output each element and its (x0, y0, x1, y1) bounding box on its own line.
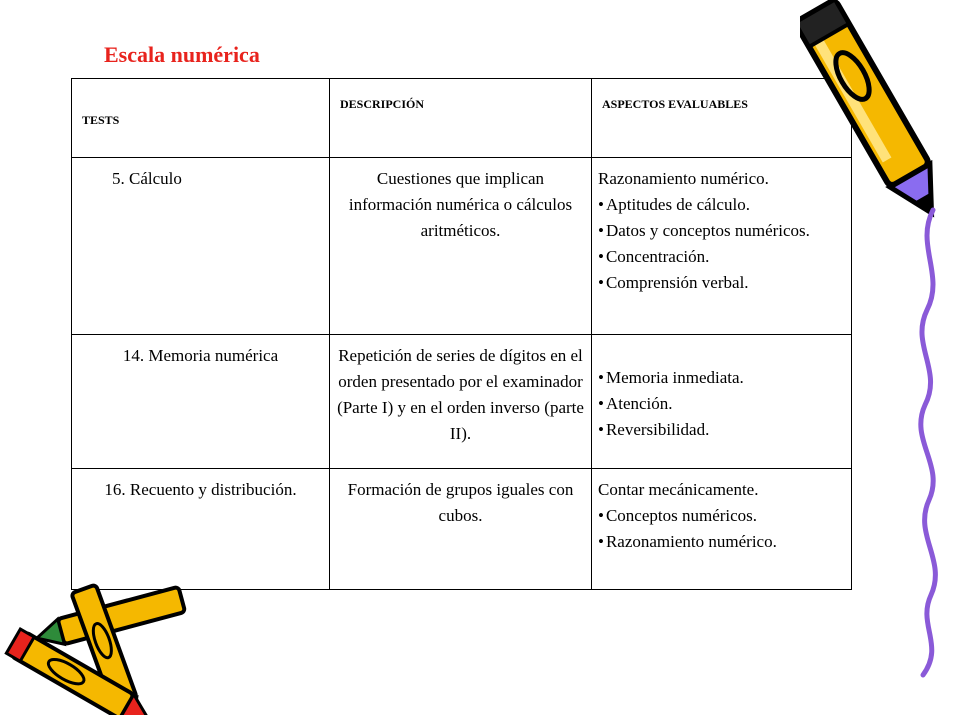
test-name: 5. Cálculo (72, 158, 330, 335)
squiggle-line-icon (905, 205, 960, 680)
aspect-item: • Conceptos numéricos. (598, 503, 845, 529)
test-aspects (592, 469, 852, 590)
pencil-cluster-icon (0, 575, 200, 715)
aspect-item: Razonamiento numérico. (598, 169, 769, 188)
test-description: Formación de grupos iguales con cubos. (330, 469, 592, 590)
pencil-icon (800, 0, 950, 230)
test-description: Repetición de series de dígitos en el orden presentado por el examinador (Parte I) y en el orden inverso (parte II). (330, 335, 592, 469)
header-aspectos: ASPECTOS EVALUABLES (592, 79, 852, 158)
tests-table (71, 78, 852, 590)
test-name: 14. Memoria numérica (72, 335, 330, 469)
aspect-item: Contar mecánicamente. (598, 480, 759, 499)
table-header-row (72, 79, 852, 158)
aspect-item: • Atención. (598, 391, 845, 417)
aspect-item: • Aptitudes de cálculo. (598, 192, 845, 218)
table-row (72, 158, 852, 335)
aspect-item: • Comprensión verbal. (598, 270, 845, 296)
test-description: Cuestiones que implican información numérica o cálculos aritméticos. (330, 158, 592, 335)
table-row (72, 469, 852, 590)
aspect-item: • Datos y conceptos numéricos. (598, 218, 845, 244)
aspect-item: • Memoria inmediata. (598, 365, 845, 391)
aspect-item: • Reversibilidad. (598, 417, 845, 443)
test-name: 16. Recuento y distribución. (72, 469, 330, 590)
test-aspects (592, 335, 852, 469)
header-descripcion: DESCRIPCIÓN (330, 79, 592, 158)
table-row (72, 335, 852, 469)
aspect-item: • Concentración. (598, 244, 845, 270)
header-tests: TESTS (72, 79, 330, 158)
aspect-item: • Razonamiento numérico. (598, 529, 845, 555)
page-title: Escala numérica (104, 42, 260, 67)
